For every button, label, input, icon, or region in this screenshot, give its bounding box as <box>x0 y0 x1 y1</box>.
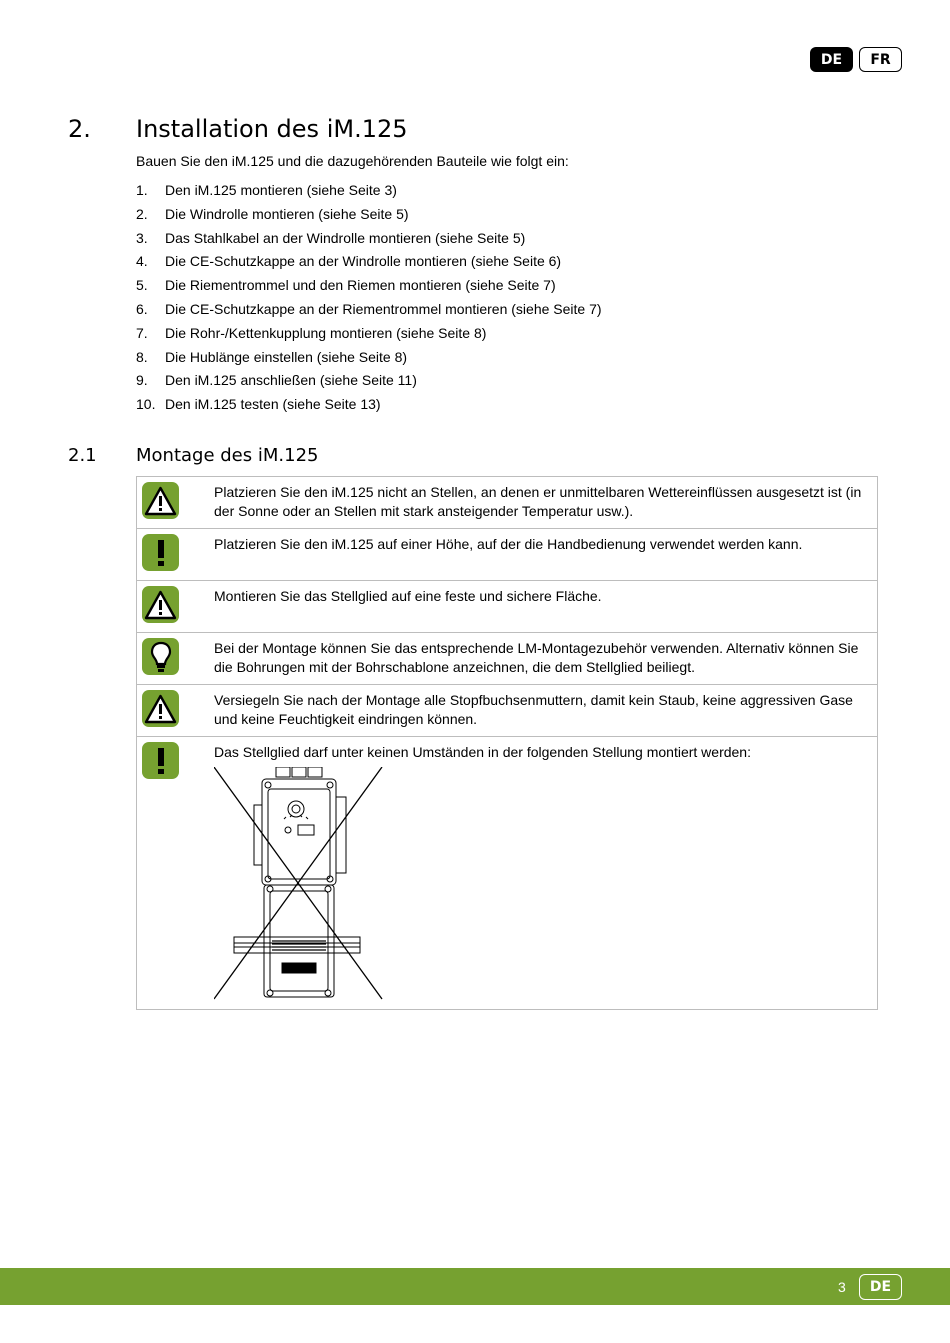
list-item: 5. Die Riementrommel und den Riemen montieren (siehe Seite 7) <box>136 277 556 294</box>
section-intro: Bauen Sie den iM.125 und die dazugehörenden Bauteile wie folgt ein: <box>136 153 569 169</box>
list-item: 7. Die Rohr-/Kettenkupplung montieren (siehe Seite 8) <box>136 324 487 341</box>
exclamation-icon <box>142 534 179 571</box>
list-item: 2. Die Windrolle montieren (siehe Seite 5) <box>136 205 409 222</box>
notes-table <box>136 476 878 1010</box>
note-text: Montieren Sie das Stellglied auf eine feste und sichere Fläche. <box>214 588 602 604</box>
crossed-out-actuator-drawing <box>214 767 384 1001</box>
warning-triangle-icon <box>142 482 179 519</box>
section-number: 2. <box>68 115 91 143</box>
note-row <box>137 581 877 633</box>
list-item: 8. Die Hublänge einstellen (siehe Seite 8) <box>136 348 408 365</box>
note-row <box>137 737 877 1009</box>
forbidden-mounting-position-figure <box>214 767 384 1006</box>
lightbulb-icon <box>142 638 179 675</box>
list-item: 9. Den iM.125 anschließen (siehe Seite 11) <box>136 372 417 389</box>
note-row <box>137 685 877 737</box>
language-tab-fr[interactable]: FR <box>859 47 902 72</box>
warning-triangle-icon <box>142 586 179 623</box>
section-title: Installation des iM.125 <box>136 115 408 143</box>
note-text: Platzieren Sie den iM.125 auf einer Höhe, auf der die Handbedienung verwendet werden kann. <box>214 536 803 552</box>
exclamation-icon <box>142 742 179 779</box>
language-tab-de[interactable]: DE <box>810 47 853 72</box>
list-item: 10. Den iM.125 testen (siehe Seite 13) <box>136 396 381 413</box>
note-row <box>137 477 877 529</box>
subsection-number: 2.1 <box>68 445 97 466</box>
list-item: 1. Den iM.125 montieren (siehe Seite 3) <box>136 182 397 198</box>
footer-language-badge: DE <box>859 1274 902 1300</box>
note-text: Bei der Montage können Sie das entsprechende LM-Montagezubehör verwenden. Alternativ können Sie die Bohrungen mit der Bohrschablone anzeichnen, die dem Stellglied beiliegt. <box>214 640 859 675</box>
note-text: Das Stellglied darf unter keinen Umständen in der folgenden Stellung montiert werden: <box>214 744 751 760</box>
list-item: 3. Das Stahlkabel an der Windrolle montieren (siehe Seite 5) <box>136 229 526 246</box>
page-number: 3 <box>838 1279 846 1295</box>
note-text: Versiegeln Sie nach der Montage alle Stopfbuchsenmuttern, damit kein Staub, keine aggressiven Gase und keine Feuchtigkeit eindringen können. <box>214 692 853 727</box>
footer-bar <box>0 1268 950 1305</box>
warning-triangle-icon <box>142 690 179 727</box>
subsection-title: Montage des iM.125 <box>136 445 319 466</box>
installation-steps-list <box>136 182 602 420</box>
list-item: 4. Die CE-Schutzkappe an der Windrolle montieren (siehe Seite 6) <box>136 253 562 270</box>
note-row <box>137 529 877 581</box>
note-text: Platzieren Sie den iM.125 nicht an Stellen, an denen er unmittelbaren Wettereinflüssen ausgesetzt ist (in der Sonne oder an Stellen mit stark ansteigender Temperatur usw.). <box>214 484 862 519</box>
list-item: 6. Die CE-Schutzkappe an der Riementrommel montieren (siehe Seite 7) <box>136 300 602 317</box>
note-row <box>137 633 877 685</box>
